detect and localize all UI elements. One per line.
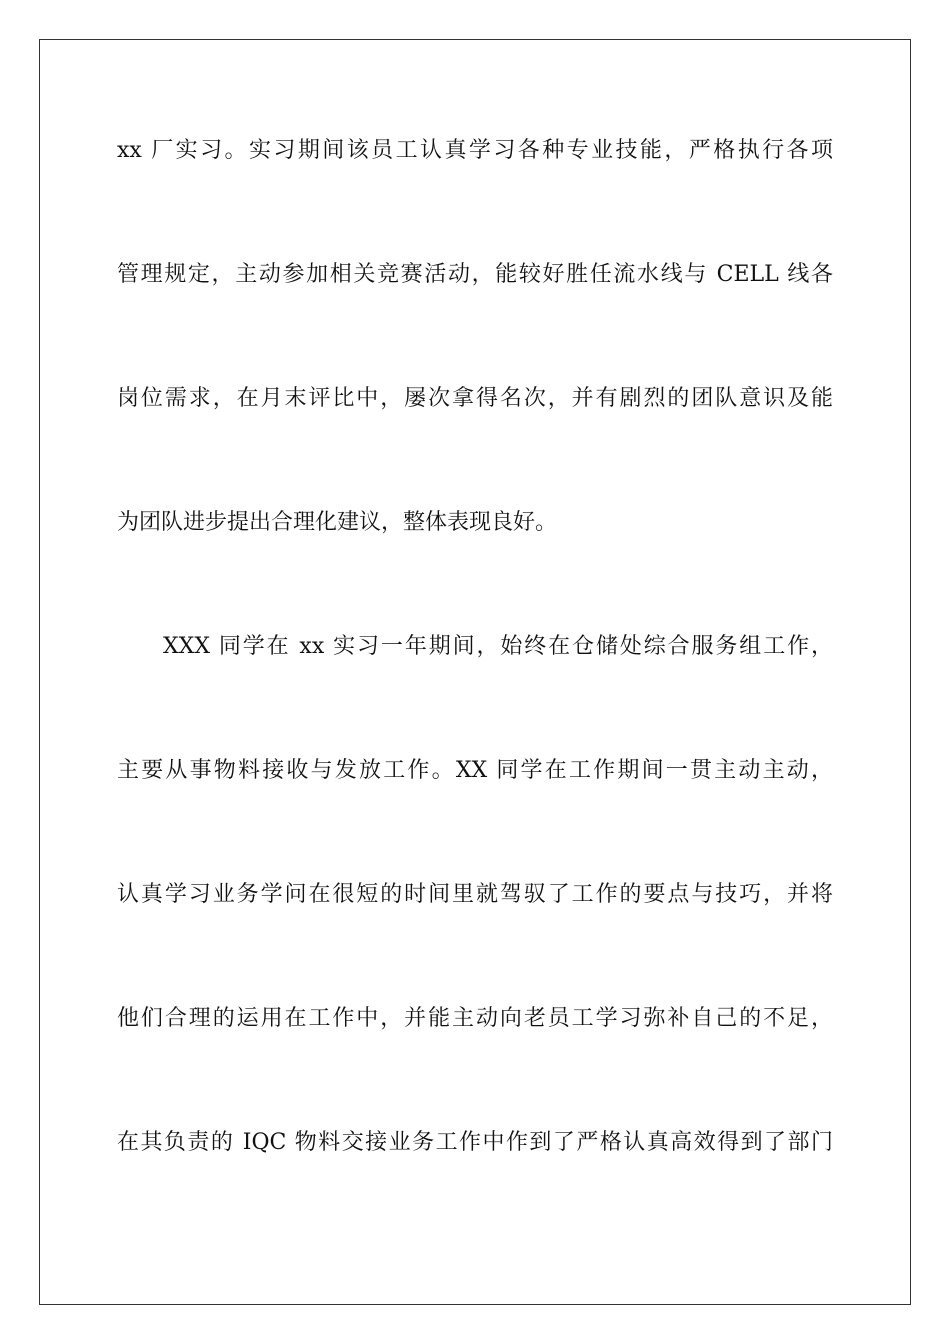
text-line: 认真学习业务学问在很短的时间里就驾驭了工作的要点与技巧，并将 <box>117 882 833 907</box>
text-line: 在其负责的 IQC 物料交接业务工作中作到了严格认真高效得到了部门 <box>117 1130 833 1155</box>
text-line: 为团队进步提出合理化建议，整体表现良好。 <box>117 510 558 535</box>
text-line: 主要从事物料接收与发放工作。XX 同学在工作期间一贯主动主动， <box>117 758 833 783</box>
text-line: xx 厂实习。实习期间该员工认真学习各种专业技能，严格执行各项 <box>117 138 833 163</box>
paragraph-start-line: XXX 同学在 xx 实习一年期间，始终在仓储处综合服务组工作， <box>163 634 833 659</box>
page-border <box>39 39 911 1305</box>
text-line: 管理规定，主动参加相关竞赛活动，能较好胜任流水线与 CELL 线各 <box>117 262 833 287</box>
text-line: 他们合理的运用在工作中，并能主动向老员工学习弥补自己的不足， <box>117 1006 833 1031</box>
text-line: 岗位需求，在月末评比中，屡次拿得名次，并有剧烈的团队意识及能 <box>117 386 833 411</box>
